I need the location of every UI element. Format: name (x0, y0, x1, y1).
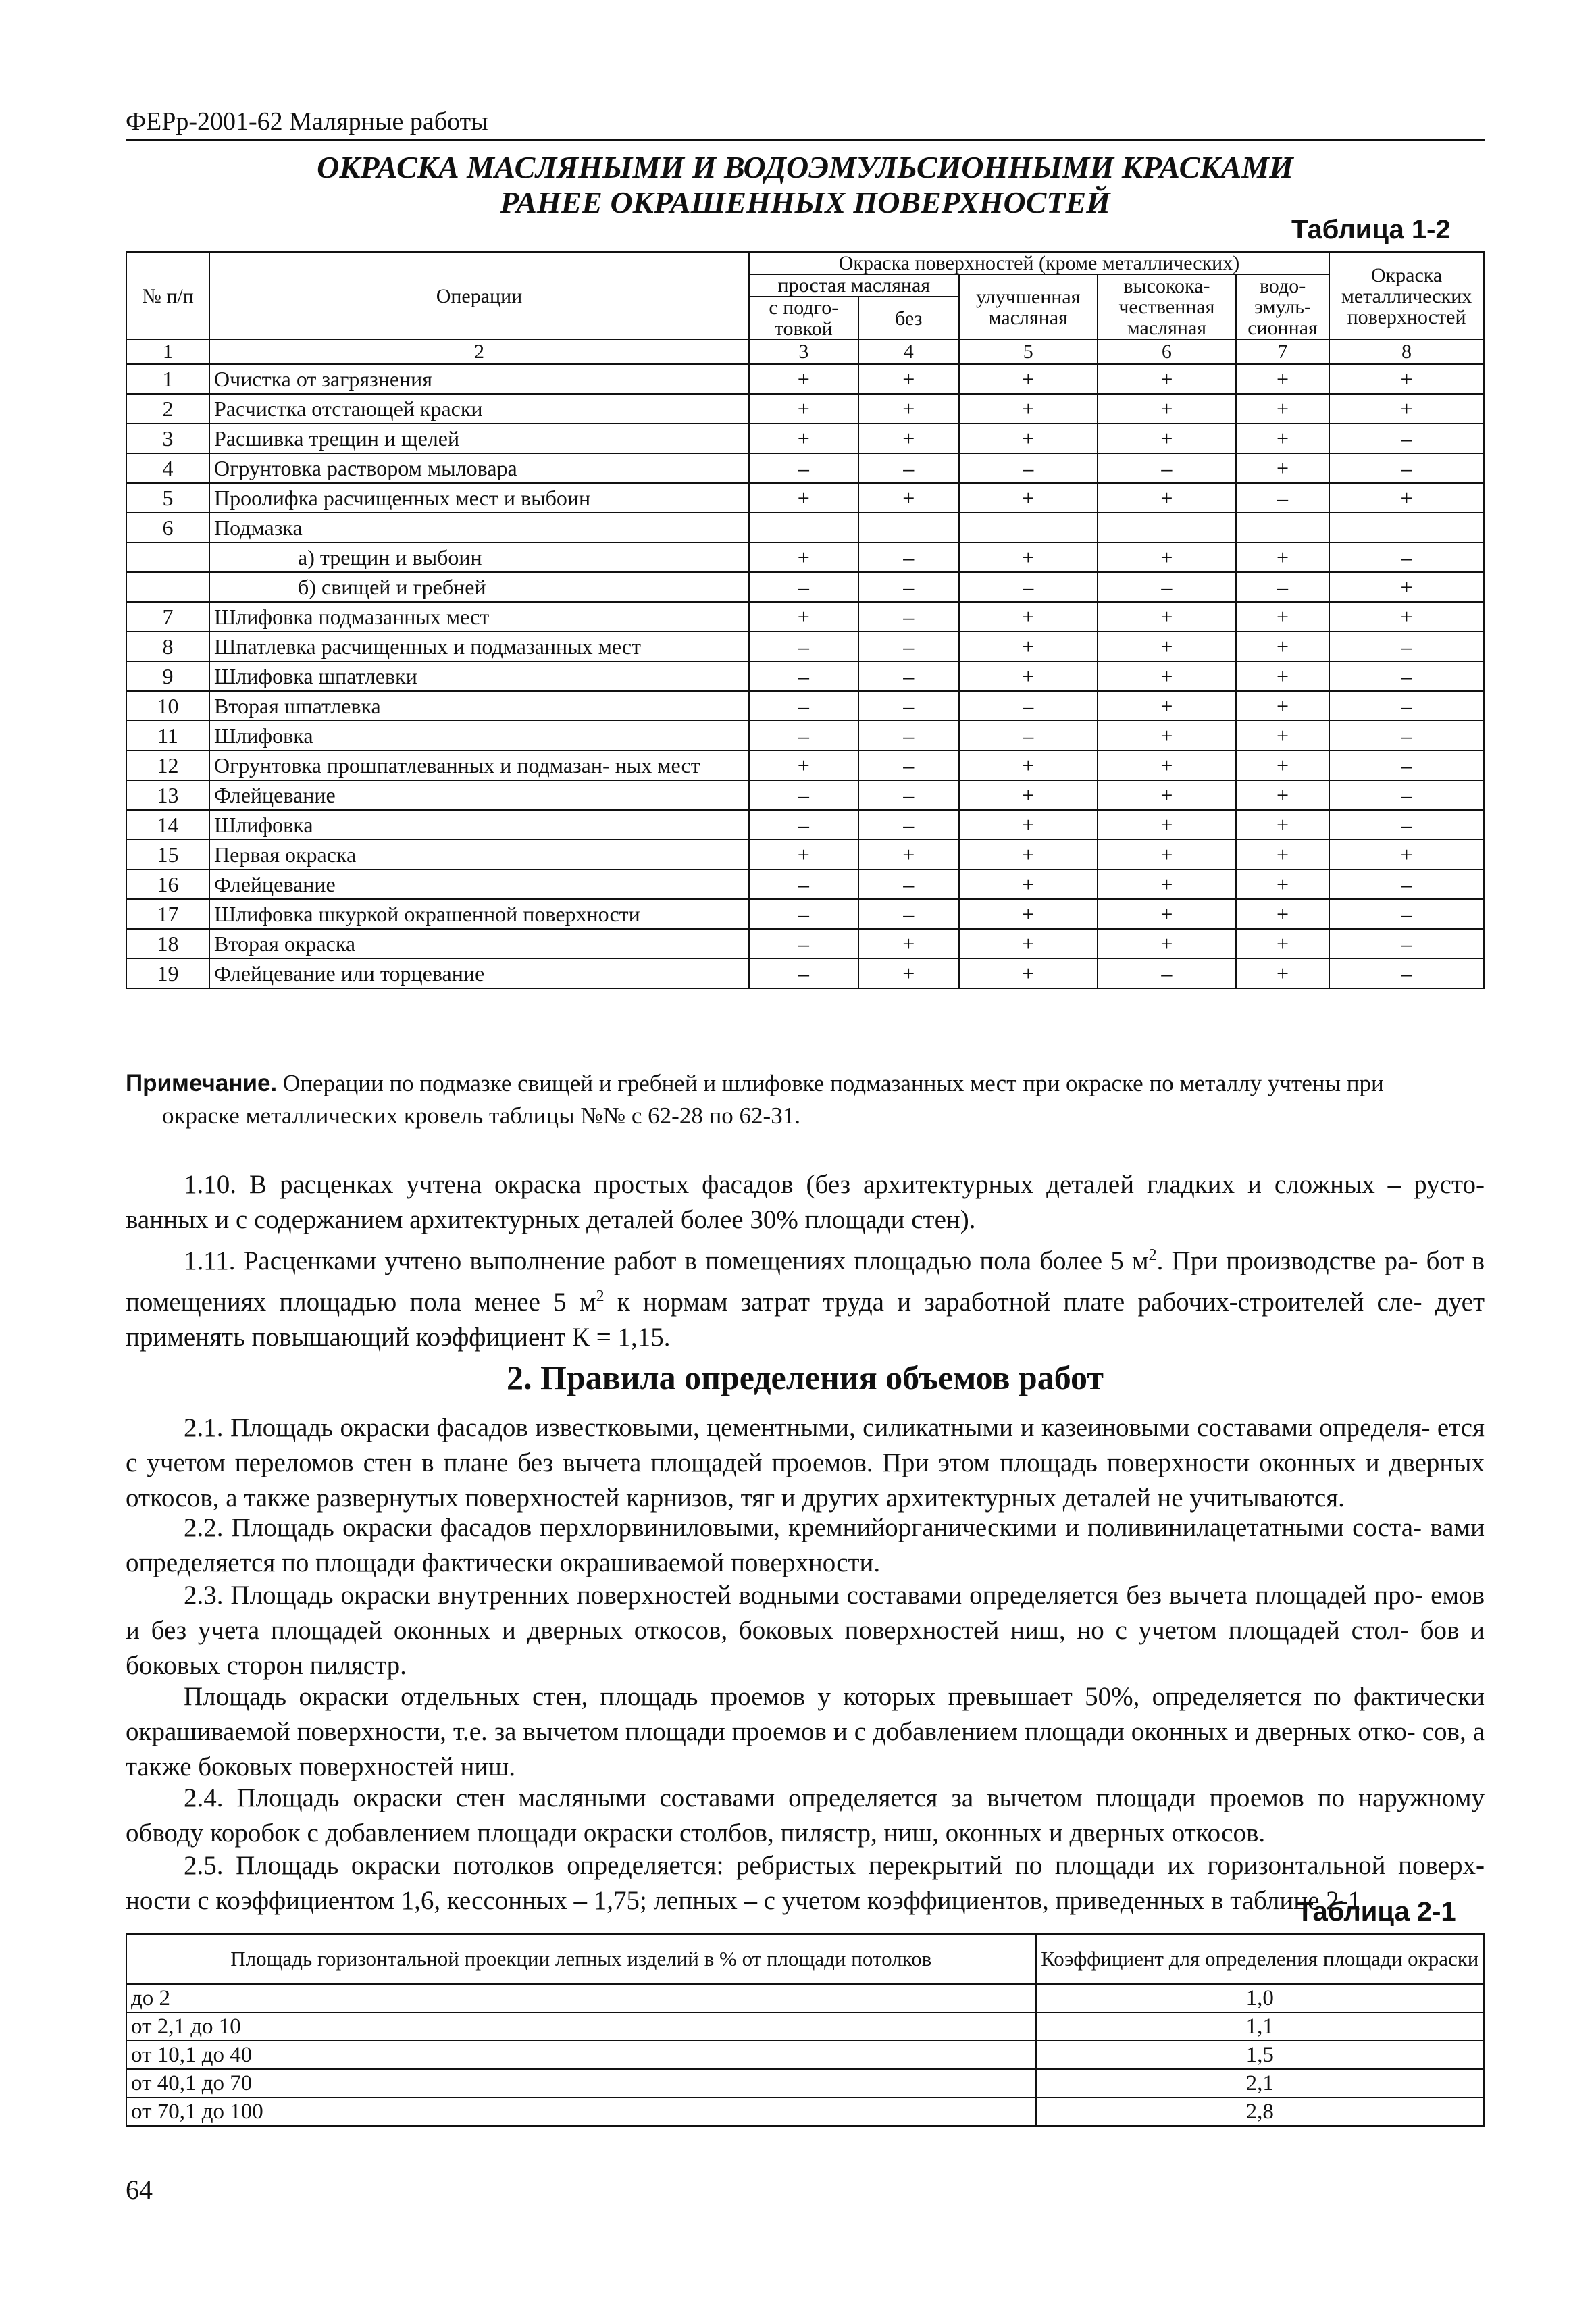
column-index-cell: 4 (858, 340, 959, 364)
mark-cell: + (1098, 869, 1236, 899)
row-number: 16 (126, 869, 209, 899)
mark-cell: – (858, 721, 959, 751)
mark-cell: + (1236, 364, 1329, 394)
row-number: 8 (126, 632, 209, 661)
operation-name: Шлифовка шкуркой окрашенной поверхности (209, 899, 749, 929)
mark-cell: – (749, 780, 858, 810)
mark-cell: – (1329, 542, 1484, 572)
operation-name: Проолифка расчищенных мест и выбоин (209, 483, 749, 513)
mark-cell: – (749, 691, 858, 721)
header-high-quality-oil: высокока- чественная масляная (1098, 274, 1236, 340)
column-index-cell: 8 (1329, 340, 1484, 364)
mark-cell (749, 513, 858, 542)
mark-cell: – (858, 780, 959, 810)
table-row (126, 542, 1484, 572)
mark-cell: + (1236, 959, 1329, 988)
mark-cell (1236, 513, 1329, 542)
table-row (126, 572, 1484, 602)
mark-cell: – (1329, 453, 1484, 483)
table-row (126, 632, 1484, 661)
mark-cell: + (959, 483, 1098, 513)
table-note (126, 1067, 1470, 1132)
note-label: Примечание. (126, 1070, 278, 1096)
mark-cell: + (1329, 572, 1484, 602)
mark-cell: + (959, 929, 1098, 959)
section-title (126, 150, 1485, 220)
mark-cell: + (1236, 929, 1329, 959)
row-number: 9 (126, 661, 209, 691)
heading-volume-rules: 2. Правила определения объемов работ (507, 1358, 1104, 1396)
operation-name: Огрунтовка раствором мыловара (209, 453, 749, 483)
header-water-emulsion: водо- эмуль- сионная (1236, 274, 1329, 340)
mark-cell: + (1098, 810, 1236, 840)
header-simple-oil: простая масляная (749, 274, 959, 297)
mark-cell: – (749, 632, 858, 661)
mark-cell: – (858, 899, 959, 929)
mark-cell: – (1329, 424, 1484, 453)
mark-cell: + (959, 751, 1098, 780)
mark-cell: + (1236, 602, 1329, 632)
mark-cell: + (959, 869, 1098, 899)
mark-cell: + (1236, 840, 1329, 869)
mark-cell: + (1236, 810, 1329, 840)
row-number: 10 (126, 691, 209, 721)
row-number: 18 (126, 929, 209, 959)
mark-cell: + (1236, 394, 1329, 424)
table-2-1-label: Таблица 2-1 (1297, 1897, 1456, 1927)
table-row (126, 810, 1484, 840)
mark-cell: – (1236, 483, 1329, 513)
operation-name: Шлифовка (209, 721, 749, 751)
header-with-prep: с подго- товкой (749, 297, 858, 340)
operation-name: а) трещин и выбоин (209, 542, 749, 572)
operation-name: Флейцевание (209, 869, 749, 899)
mark-cell: + (749, 602, 858, 632)
mark-cell: + (1236, 780, 1329, 810)
operations-table-body (126, 340, 1484, 988)
mark-cell (1329, 513, 1484, 542)
operation-name: Подмазка (209, 513, 749, 542)
mark-cell: + (1098, 632, 1236, 661)
table-row (126, 780, 1484, 810)
section-title-line-1: ОКРАСКА МАСЛЯНЫМИ И ВОДОЭМУЛЬСИОННЫМИ КРАСКАМИ (317, 150, 1293, 184)
mark-cell: + (858, 840, 959, 869)
table-row (126, 2012, 1484, 2041)
column-index-row (126, 340, 1484, 364)
mark-cell: – (1329, 780, 1484, 810)
mark-cell: + (1098, 364, 1236, 394)
row-number: 15 (126, 840, 209, 869)
mark-cell: – (749, 810, 858, 840)
section-title-line-2: РАНЕЕ ОКРАШЕННЫХ ПОВЕРХНОСТЕЙ (500, 185, 1110, 220)
table-row (126, 721, 1484, 751)
operation-name: Шлифовка шпатлевки (209, 661, 749, 691)
mark-cell: + (959, 394, 1098, 424)
mark-cell: + (1236, 424, 1329, 453)
row-number: 13 (126, 780, 209, 810)
mark-cell: – (858, 869, 959, 899)
mark-cell: – (858, 542, 959, 572)
mark-cell (959, 513, 1098, 542)
mark-cell: + (959, 542, 1098, 572)
row-number: 11 (126, 721, 209, 751)
mark-cell: – (1329, 899, 1484, 929)
mark-cell: + (1098, 929, 1236, 959)
mark-cell: + (1098, 721, 1236, 751)
mark-cell: – (749, 929, 858, 959)
mark-cell: + (1098, 751, 1236, 780)
page-number: 64 (126, 2175, 153, 2205)
table-row (126, 2041, 1484, 2069)
paragraph-2-3-continued: Площадь окраски отдельных стен, площадь проемов у которых превышает 50%, определяется по фактически окрашиваемой поверхности, т.е. за вычетом площади проемов и с добавлением площади оконных и дверных отко- сов, а также боковых поверхностей ниш. (126, 1682, 1485, 1781)
mark-cell: – (749, 869, 858, 899)
mark-cell: + (1098, 691, 1236, 721)
row-number: 4 (126, 453, 209, 483)
operation-name: Шпатлевка расчищенных и подмазанных мест (209, 632, 749, 661)
row-number: 12 (126, 751, 209, 780)
mark-cell (1098, 513, 1236, 542)
header-without-prep: без (858, 297, 959, 340)
mark-cell: + (959, 424, 1098, 453)
mark-cell: – (858, 572, 959, 602)
mark-cell: + (1236, 453, 1329, 483)
mark-cell: – (749, 721, 858, 751)
operation-name: б) свищей и гребней (209, 572, 749, 602)
mark-cell: – (1329, 959, 1484, 988)
operations-table (126, 251, 1485, 989)
mark-cell: + (959, 602, 1098, 632)
table-row (126, 424, 1484, 453)
mark-cell: – (959, 453, 1098, 483)
table-row (126, 751, 1484, 780)
mark-cell: + (1236, 691, 1329, 721)
coefficient-cell: 1,0 (1036, 1984, 1484, 2012)
row-number: 19 (126, 959, 209, 988)
running-head: ФЕРр-2001-62 Малярные работы (126, 107, 488, 136)
operation-name: Вторая окраска (209, 929, 749, 959)
operation-name: Шлифовка (209, 810, 749, 840)
mark-cell: – (858, 661, 959, 691)
mark-cell: + (1098, 661, 1236, 691)
mark-cell: + (1236, 661, 1329, 691)
mark-cell: + (1329, 840, 1484, 869)
mark-cell: + (1236, 899, 1329, 929)
mark-cell: + (858, 929, 959, 959)
mark-cell: – (858, 453, 959, 483)
mark-cell: + (1236, 751, 1329, 780)
mark-cell: + (1098, 840, 1236, 869)
row-number: 14 (126, 810, 209, 840)
mark-cell: + (749, 840, 858, 869)
mark-cell: – (858, 691, 959, 721)
mark-cell: + (1329, 364, 1484, 394)
operation-name: Флейцевание (209, 780, 749, 810)
mark-cell: – (858, 810, 959, 840)
column-index-cell: 3 (749, 340, 858, 364)
mark-cell: + (1098, 899, 1236, 929)
mark-cell: + (1236, 632, 1329, 661)
mark-cell: – (959, 721, 1098, 751)
mark-cell: + (749, 483, 858, 513)
mark-cell: + (959, 661, 1098, 691)
row-number: 6 (126, 513, 209, 542)
table-row (126, 929, 1484, 959)
mark-cell: – (1329, 810, 1484, 840)
table-row (126, 691, 1484, 721)
mark-cell: + (749, 751, 858, 780)
row-number: 7 (126, 602, 209, 632)
table-row (126, 483, 1484, 513)
mark-cell: + (1329, 602, 1484, 632)
operation-name: Очистка от загрязнения (209, 364, 749, 394)
mark-cell: – (1329, 929, 1484, 959)
column-index-cell: 1 (126, 340, 209, 364)
mark-cell: + (1098, 483, 1236, 513)
mark-cell: – (749, 453, 858, 483)
mark-cell: + (749, 424, 858, 453)
column-index-cell: 7 (1236, 340, 1329, 364)
coefficient-cell: 1,1 (1036, 2012, 1484, 2041)
mark-cell: + (1098, 424, 1236, 453)
column-index-cell: 6 (1098, 340, 1236, 364)
table-row (126, 453, 1484, 483)
mark-cell: + (959, 810, 1098, 840)
table-row (126, 394, 1484, 424)
table-row (126, 602, 1484, 632)
table-row (126, 1984, 1484, 2012)
mark-cell: – (1329, 691, 1484, 721)
mark-cell: + (1236, 869, 1329, 899)
row-number (126, 572, 209, 602)
mark-cell: + (959, 364, 1098, 394)
mark-cell: – (1236, 572, 1329, 602)
paragraph-2-5: 2.5. Площадь окраски потолков определяется: ребристых перекрытий по площади их горизонтальной поверх- ности с коэффициентом 1,6, кессонных – 1,75; лепных – с учетом коэффициентов, приведенных в таблице 2-1. (126, 1851, 1485, 1915)
mark-cell: – (749, 572, 858, 602)
header-metal: Окраска металлических поверхностей (1329, 252, 1484, 340)
mark-cell: – (858, 751, 959, 780)
table-row (126, 840, 1484, 869)
row-number: 17 (126, 899, 209, 929)
mark-cell: + (959, 632, 1098, 661)
paragraph-2-2: 2.2. Площадь окраски фасадов перхлорвиниловыми, кремнийорганическими и поливинилацетатными соста- вами определяется по площади фактически окрашиваемой поверхности. (126, 1513, 1485, 1577)
table-1-2-label: Таблица 1-2 (1291, 215, 1451, 245)
column-index-cell: 2 (209, 340, 749, 364)
mark-cell: + (1329, 483, 1484, 513)
mark-cell: + (1236, 542, 1329, 572)
mark-cell: + (749, 394, 858, 424)
mark-cell: – (959, 691, 1098, 721)
mark-cell: – (858, 602, 959, 632)
table-row (126, 2098, 1484, 2126)
table-row (126, 513, 1484, 542)
table-row (126, 661, 1484, 691)
coefficient-cell: 2,8 (1036, 2098, 1484, 2126)
mark-cell: + (1098, 542, 1236, 572)
paragraph-1-10: 1.10. В расценках учтена окраска простых фасадов (без архитектурных деталей гладких и сложных – русто- ванных и с содержанием архитектурных деталей более 30% площади стен). (126, 1170, 1485, 1234)
table-row (126, 364, 1484, 394)
row-number: 5 (126, 483, 209, 513)
column-index-cell: 5 (959, 340, 1098, 364)
header-improved-oil: улучшенная масляная (959, 274, 1098, 340)
coefficient-table-body (126, 1984, 1484, 2126)
mark-cell: – (1329, 751, 1484, 780)
mark-cell: + (858, 483, 959, 513)
coefficient-table (126, 1933, 1485, 2127)
operation-name: Шлифовка подмазанных мест (209, 602, 749, 632)
coefficient-cell: 1,5 (1036, 2041, 1484, 2069)
mark-cell: + (959, 959, 1098, 988)
mark-cell: – (1329, 869, 1484, 899)
coefficient-cell: 2,1 (1036, 2069, 1484, 2098)
paragraph-1-11: 1.11. Расценками учтено выполнение работ в помещениях площадью пола более 5 $м^2$. При производстве ра- бот в помещениях площадью пола менее 5 $м^2$ к нормам затрат труда и заработной плате рабочих-строителей сле- дует применять повышающий коэффициент К = 1,15. (126, 1246, 1485, 1352)
mark-cell (858, 513, 959, 542)
table-row (126, 2069, 1484, 2098)
mark-cell: – (1329, 661, 1484, 691)
header-coefficient: Коэффициент для определения площади окраски (1036, 1934, 1484, 1984)
range-cell: от 2,1 до 10 (126, 2012, 1036, 2041)
mark-cell: – (1098, 572, 1236, 602)
range-cell: до 2 (126, 1984, 1036, 2012)
mark-cell: – (959, 572, 1098, 602)
mark-cell: – (1329, 632, 1484, 661)
paragraph-2-4: 2.4. Площадь окраски стен масляными составами определяется за вычетом площади проемов по наружному обводу коробок с добавлением площади окраски столбов, пилястр, ниш, оконных и дверных откосов. (126, 1783, 1485, 1848)
mark-cell: – (1329, 721, 1484, 751)
note-text-1: Операции по подмазке свищей и гребней и шлифовке подмазанных мест при окраске по металлу учтены при (282, 1070, 1384, 1096)
header-projection-area: Площадь горизонтальной проекции лепных изделий в % от площади потолков (126, 1934, 1036, 1984)
row-number: 2 (126, 394, 209, 424)
row-number: 3 (126, 424, 209, 453)
operation-name: Огрунтовка прошпатлеванных и подмазан- ных мест (209, 751, 749, 780)
row-number (126, 542, 209, 572)
header-operations: Операции (209, 252, 749, 340)
mark-cell: + (858, 394, 959, 424)
table-row (126, 869, 1484, 899)
mark-cell: + (959, 840, 1098, 869)
mark-cell: + (858, 424, 959, 453)
operation-name: Расчистка отстающей краски (209, 394, 749, 424)
table-row (126, 959, 1484, 988)
mark-cell: – (749, 899, 858, 929)
mark-cell: + (858, 959, 959, 988)
row-number: 1 (126, 364, 209, 394)
operation-name: Вторая шпатлевка (209, 691, 749, 721)
mark-cell: – (749, 959, 858, 988)
paragraph-2-3: 2.3. Площадь окраски внутренних поверхностей водными составами определяется без вычета площадей про- емов и без учета площадей оконных и дверных откосов, боковых поверхностей ниш, но с учетом площадей стол- бов и боковых сторон пилястр. (126, 1581, 1485, 1680)
range-cell: от 70,1 до 100 (126, 2098, 1036, 2126)
range-cell: от 40,1 до 70 (126, 2069, 1036, 2098)
header-num: № п/п (126, 252, 209, 340)
mark-cell: + (1098, 394, 1236, 424)
mark-cell: + (858, 364, 959, 394)
header-rule (126, 139, 1485, 141)
mark-cell: + (1098, 602, 1236, 632)
paragraph-2-1: 2.1. Площадь окраски фасадов известковыми, цементными, силикатными и казеиновыми составами определя- ется с учетом переломов стен в плане без вычета площадей проемов. При этом площадь поверхности оконных и дверных откосов, а также развернутых поверхностей карнизов, тяг и других архитектурных деталей не учитываются. (126, 1413, 1485, 1513)
mark-cell: + (959, 899, 1098, 929)
mark-cell: + (959, 780, 1098, 810)
mark-cell: + (1098, 780, 1236, 810)
mark-cell: + (749, 364, 858, 394)
header-group-nonmetal: Окраска поверхностей (кроме металлических) (749, 252, 1329, 274)
mark-cell: – (749, 661, 858, 691)
table-row (126, 899, 1484, 929)
mark-cell: – (1098, 959, 1236, 988)
range-cell: от 10,1 до 40 (126, 2041, 1036, 2069)
mark-cell: – (858, 632, 959, 661)
mark-cell: + (1329, 394, 1484, 424)
mark-cell: + (749, 542, 858, 572)
operation-name: Первая окраска (209, 840, 749, 869)
mark-cell: + (1236, 721, 1329, 751)
operation-name: Флейцевание или торцевание (209, 959, 749, 988)
note-text-2: окраске металлических кровель таблицы №№ с 62-28 по 62-31. (162, 1102, 800, 1129)
operation-name: Расшивка трещин и щелей (209, 424, 749, 453)
mark-cell: – (1098, 453, 1236, 483)
